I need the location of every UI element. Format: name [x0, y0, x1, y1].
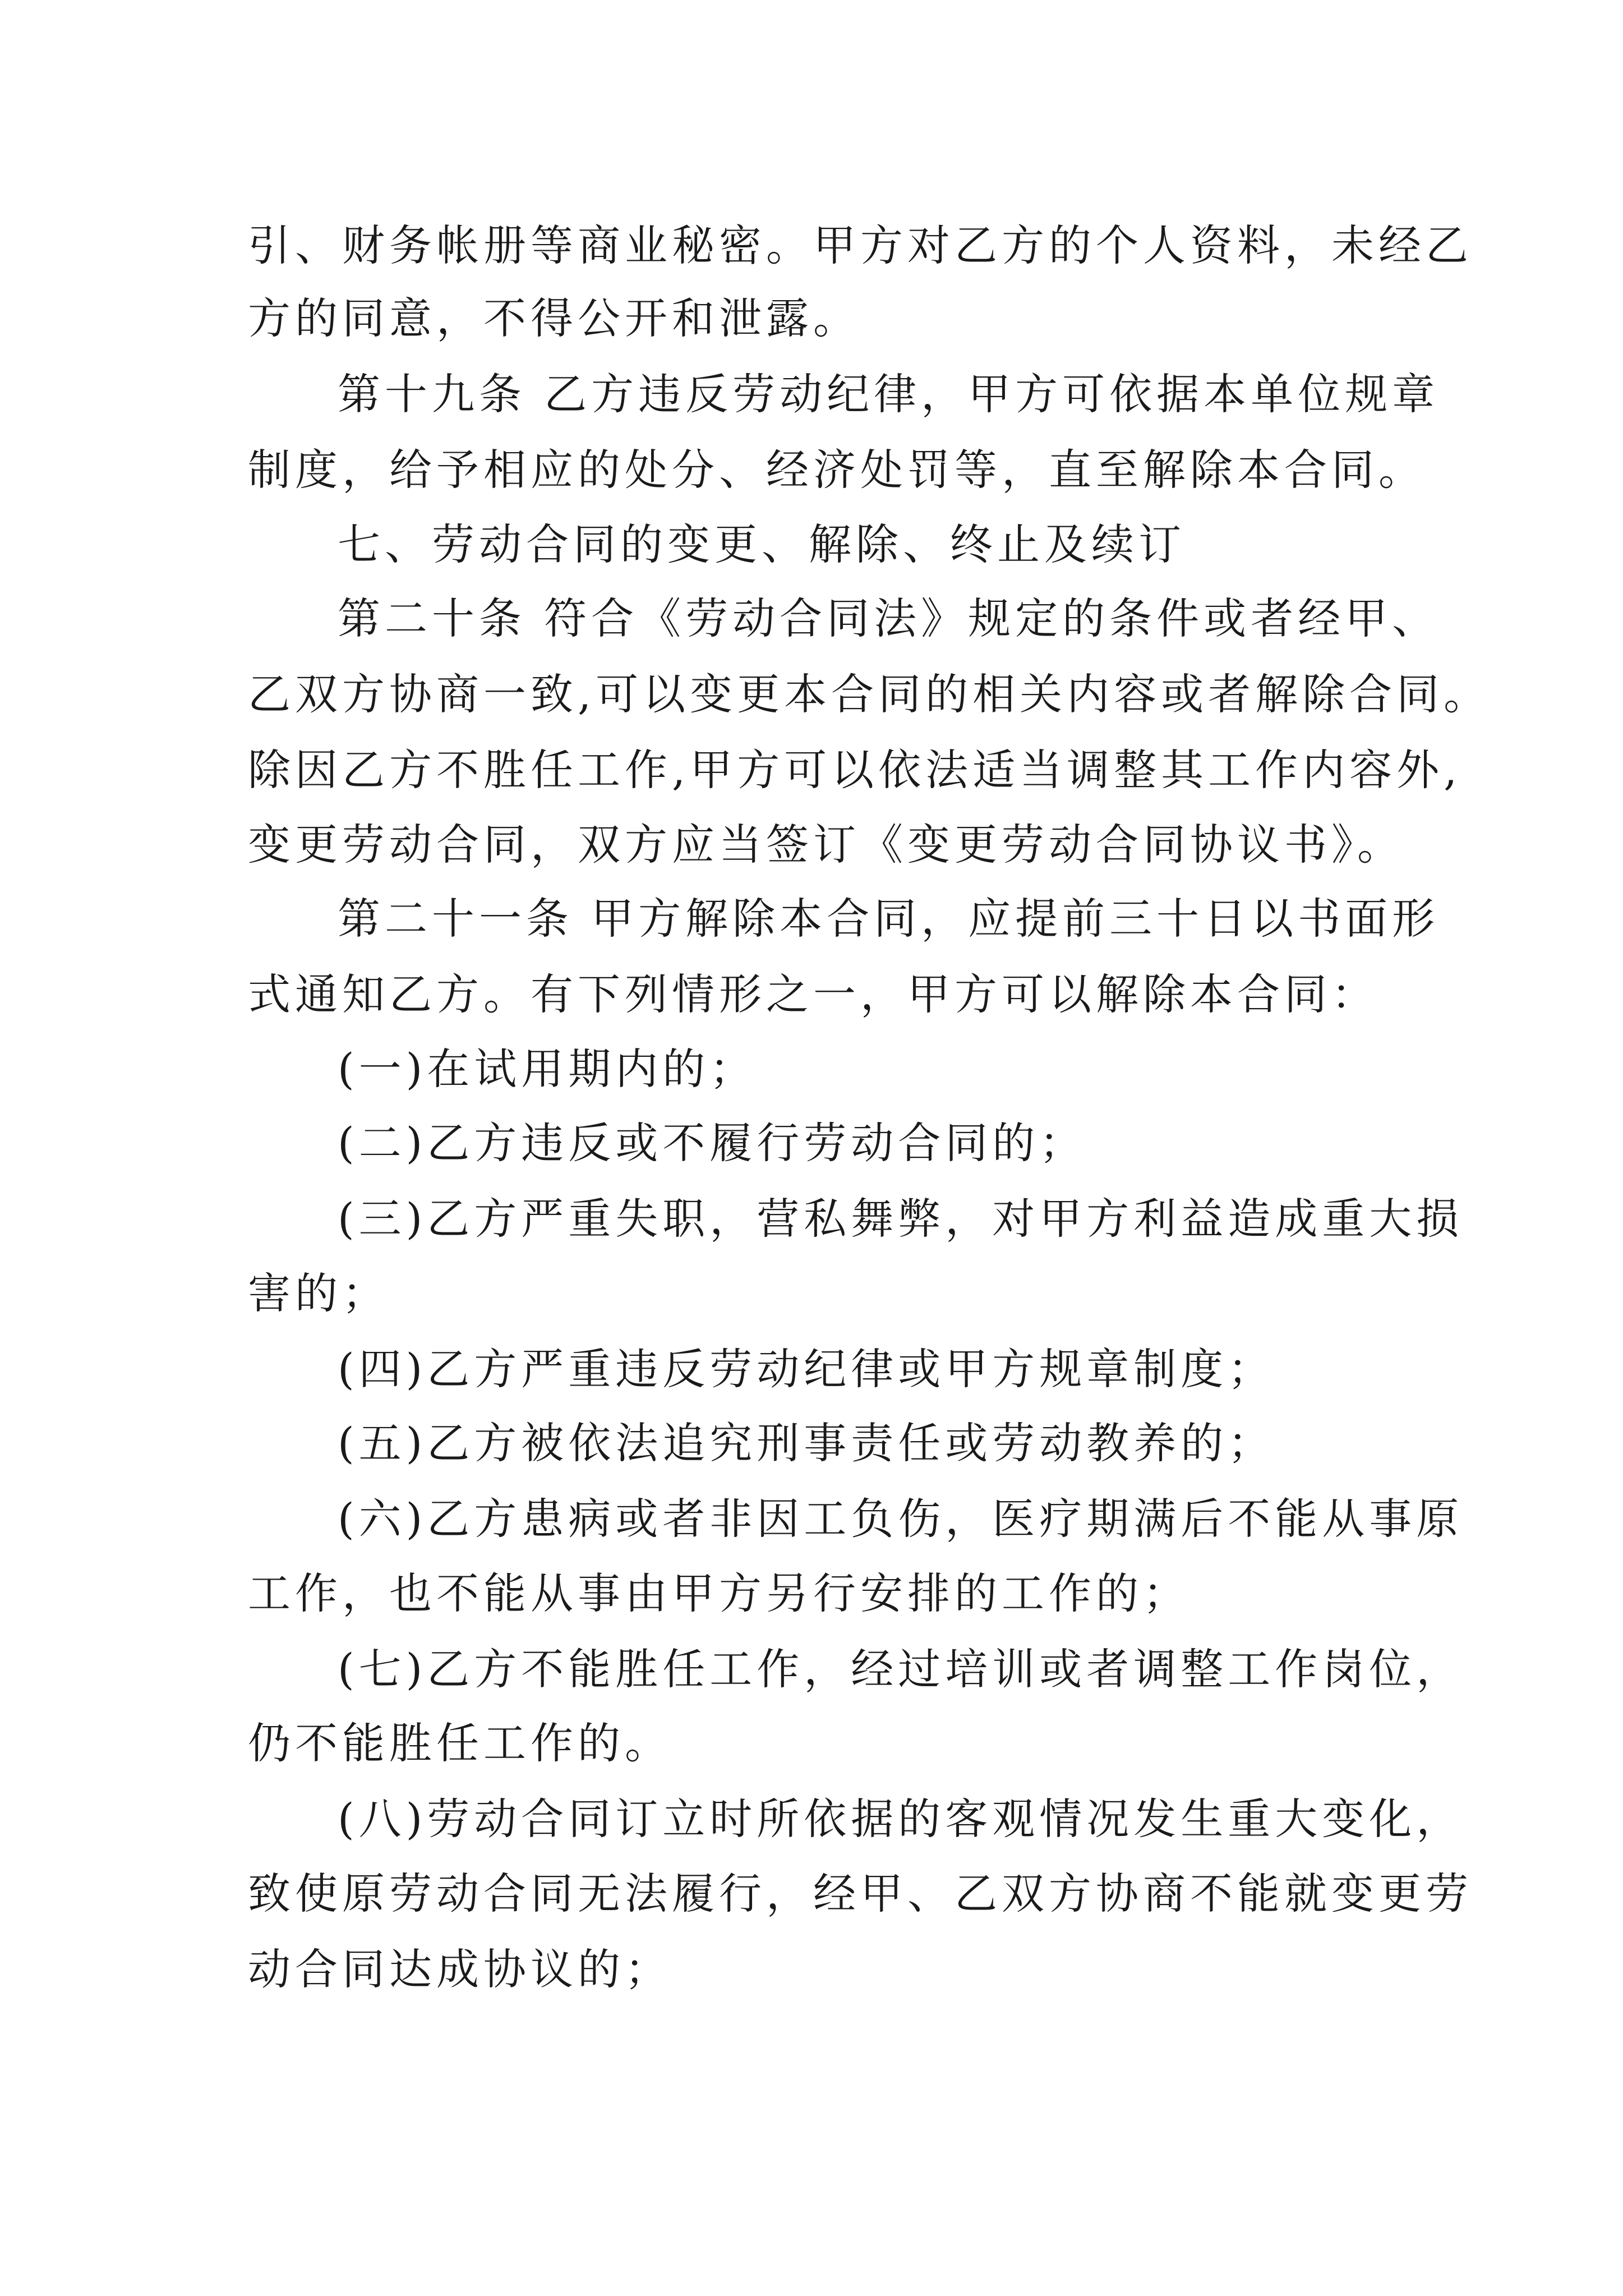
text-line: 害的；: [248, 1268, 389, 1318]
text-line: 工作，也不能从事由甲方另行安排的工作的；: [248, 1568, 1190, 1618]
text-line: 制度，给予相应的处分、经济处罚等，直至解除本合同。: [248, 445, 1426, 495]
list-item: (六)乙方患病或者非因工负伤，医疗期满后不能从事原: [338, 1494, 1464, 1544]
text-line: 变更劳动合同，双方应当签订《变更劳动合同协议书》。: [248, 820, 1404, 869]
text-line: 仍不能胜任工作的。: [248, 1718, 672, 1768]
text-line: 引、财务帐册等商业秘密。甲方对乙方的个人资料，未经乙: [248, 220, 1473, 270]
text-line: 式通知乙方。有下列情形之一，甲方可以解除本合同：: [248, 969, 1378, 1019]
text-line: 第二十一条 甲方解除本合同，应提前三十日以书面形: [338, 894, 1440, 944]
text-line: 致使原劳动合同无法履行，经甲、乙双方协商不能就变更劳: [248, 1869, 1473, 1918]
list-item: (四)乙方严重违反劳动纪律或甲方规章制度；: [338, 1344, 1275, 1394]
text-line: 动合同达成协议的；: [248, 1944, 672, 1994]
text-line: 第十九条 乙方违反劳动纪律，甲方可依据本单位规章: [338, 369, 1440, 419]
list-item: (二)乙方违反或不履行劳动合同的；: [338, 1118, 1087, 1168]
list-item: (八)劳动合同订立时所依据的客观情况发生重大变化，: [338, 1794, 1464, 1844]
text-line: 第二十条 符合《劳动合同法》规定的条件或者经甲、: [338, 593, 1440, 643]
text-line: 乙双方协商一致,可以变更本合同的相关内容或者解除合同。: [248, 669, 1491, 719]
list-item: (三)乙方严重失职，营私舞弊，对甲方利益造成重大损: [338, 1194, 1464, 1244]
list-item: (七)乙方不能胜任工作，经过培训或者调整工作岗位，: [338, 1644, 1464, 1694]
list-item: (一)在试用期内的；: [338, 1044, 757, 1094]
text-line: 除因乙方不胜任工作,甲方可以依法适当调整其工作内容外,: [248, 745, 1462, 795]
list-item: (五)乙方被依法追究刑事责任或劳动教养的；: [338, 1418, 1275, 1468]
text-line: 方的同意，不得公开和泄露。: [248, 293, 860, 343]
section-heading: 七、劳动合同的变更、解除、终止及续订: [338, 519, 1186, 569]
